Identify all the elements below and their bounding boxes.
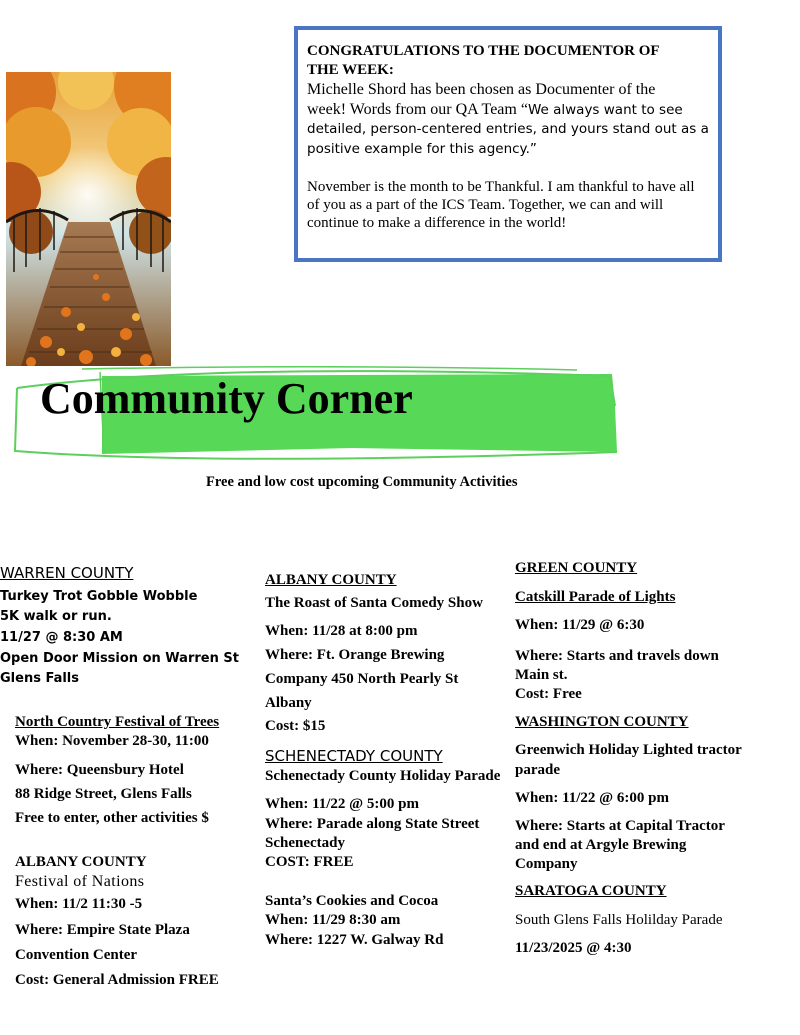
congrats-text-line2a: week! Words from our QA Team “	[307, 101, 528, 118]
albany-county-heading-2: ALBANY COUNTY	[15, 854, 147, 870]
autumn-bridge-photo	[6, 72, 171, 366]
festival-of-trees-where1: Where: Queensbury Hotel	[15, 762, 184, 778]
warren-event-line2: 5K walk or run.	[0, 609, 112, 624]
schenectady-parade-title: Schenectady County Holiday Parade	[265, 768, 501, 784]
roast-of-santa-when: When: 11/28 at 8:00 pm	[265, 623, 418, 639]
community-corner-title: Community Corner	[40, 374, 413, 423]
roast-of-santa-where3: Albany	[265, 695, 312, 711]
saratoga-county-heading: SARATOGA COUNTY	[515, 883, 667, 899]
roast-of-santa-where1: Where: Ft. Orange Brewing	[265, 647, 445, 663]
catskill-parade-cost: Cost: Free	[515, 686, 582, 702]
greenwich-parade-where2: and end at Argyle Brewing	[515, 837, 687, 853]
schenectady-parade-when: When: 11/22 @ 5:00 pm	[265, 796, 419, 812]
roast-of-santa-title: The Roast of Santa Comedy Show	[265, 595, 483, 611]
greenwich-parade-title1: Greenwich Holiday Lighted tractor	[515, 742, 742, 758]
roast-of-santa-where2: Company 450 North Pearly St	[265, 671, 459, 687]
cookies-cocoa-when: When: 11/29 8:30 am	[265, 912, 401, 928]
warren-event-line1: Turkey Trot Gobble Wobble	[0, 589, 198, 604]
festival-of-nations-cost: Cost: General Admission FREE	[15, 972, 219, 988]
festival-of-trees-title: North Country Festival of Trees	[15, 714, 220, 730]
congrats-heading-line1: CONGRATULATIONS TO THE DOCUMENTOR OF	[307, 43, 660, 59]
congrats-text-line5: November is the month to be Thankful. I am thankful to have all	[307, 179, 695, 195]
catskill-parade-when: When: 11/29 @ 6:30	[515, 617, 645, 633]
congrats-text-line2	[307, 102, 683, 118]
catskill-parade-title: Catskill Parade of Lights	[515, 589, 676, 605]
festival-of-nations-where2: Convention Center	[15, 947, 138, 963]
schenectady-parade-where2: Schenectady	[265, 835, 345, 851]
festival-of-trees-when: When: November 28-30, 11:00	[15, 733, 209, 749]
congratulations-box	[294, 26, 722, 262]
warren-event-line4: Open Door Mission on Warren St	[0, 651, 239, 666]
festival-of-trees-cost: Free to enter, other activities $	[15, 810, 209, 826]
festival-of-nations-when: When: 11/2 11:30 -5	[15, 896, 143, 912]
warren-county-heading: WARREN COUNTY	[0, 564, 134, 582]
cookies-cocoa-title: Santa’s Cookies and Cocoa	[265, 893, 439, 909]
greenwich-parade-when: When: 11/22 @ 6:00 pm	[515, 790, 669, 806]
congrats-quote-line4: positive example for this agency.”	[307, 141, 537, 157]
green-county-heading: GREEN COUNTY	[515, 560, 638, 576]
greenwich-parade-where1: Where: Starts at Capital Tractor	[515, 818, 725, 834]
roast-of-santa-cost: Cost: $15	[265, 718, 326, 734]
autumn-bridge-illustration	[6, 72, 171, 366]
schenectady-county-heading: SCHENECTADY COUNTY	[265, 747, 443, 765]
congrats-text-line1: Michelle Shord has been chosen as Documenter of the	[307, 81, 656, 98]
congrats-quote-line3: detailed, person-centered entries, and yours stand out as a	[307, 121, 709, 137]
congrats-text-line7: continue to make a difference in the world!	[307, 215, 567, 231]
catskill-parade-where1: Where: Starts and travels down	[515, 648, 719, 664]
congrats-quote-start: We always want to see	[527, 102, 683, 118]
south-glens-falls-parade-title: South Glens Falls Holilday Parade	[515, 912, 723, 928]
festival-of-nations-title: Festival of Nations	[15, 873, 145, 890]
congrats-text-line6: of you as a part of the ICS Team. Together, we can and will	[307, 197, 664, 213]
catskill-parade-where2: Main st.	[515, 667, 568, 683]
congrats-heading-line2: THE WEEK:	[307, 62, 394, 78]
warren-event-line3: 11/27 @ 8:30 AM	[0, 630, 123, 645]
festival-of-trees-where2: 88 Ridge Street, Glens Falls	[15, 786, 192, 802]
community-corner-subtitle: Free and low cost upcoming Community Activities	[206, 474, 518, 490]
cookies-cocoa-where: Where: 1227 W. Galway Rd	[265, 932, 444, 948]
schenectady-parade-where1: Where: Parade along State Street	[265, 816, 480, 832]
warren-event-line5: Glens Falls	[0, 671, 80, 686]
washington-county-heading: WASHINGTON COUNTY	[515, 714, 689, 730]
south-glens-falls-parade-date: 11/23/2025 @ 4:30	[515, 940, 632, 956]
schenectady-parade-cost: COST: FREE	[265, 854, 354, 870]
festival-of-nations-where1: Where: Empire State Plaza	[15, 922, 190, 938]
greenwich-parade-where3: Company	[515, 856, 578, 872]
albany-county-heading: ALBANY COUNTY	[265, 572, 397, 588]
greenwich-parade-title2: parade	[515, 762, 560, 778]
